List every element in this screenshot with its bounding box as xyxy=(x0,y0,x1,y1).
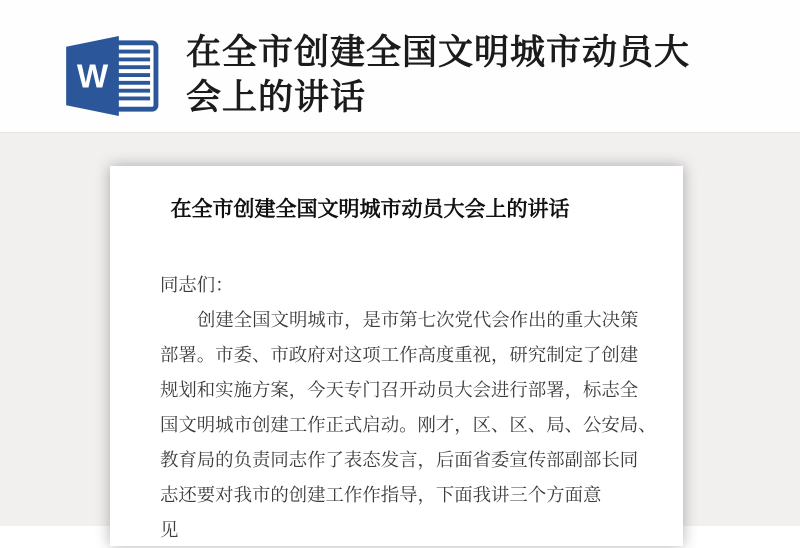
document-preview-area xyxy=(0,132,800,540)
document-paragraph-line: 见 xyxy=(160,520,179,540)
page-title-line-2: 会上的讲话 xyxy=(186,78,367,117)
document-page xyxy=(110,166,683,546)
word-icon-letter: W xyxy=(76,58,109,96)
word-file-icon xyxy=(64,35,162,117)
document-paragraph-line: 志还要对我市的创建工作作指导，下面我讲三个方面意 xyxy=(160,485,602,505)
document-title: 在全市创建全国文明城市动员大会上的讲话 xyxy=(170,198,570,221)
page-title-line-1: 在全市创建全国文明城市动员大 xyxy=(186,33,691,72)
document-salutation: 同志们： xyxy=(160,275,234,295)
document-paragraph-line: 部署。市委、市政府对这项工作高度重视，研究制定了创建 xyxy=(160,345,639,365)
page-title xyxy=(186,30,690,120)
document-paragraph-line: 国文明城市创建工作正式启动。刚才，区、区、局、公安局、 xyxy=(160,415,657,435)
document-paragraph-line: 规划和实施方案，今天专门召开动员大会进行部署，标志全 xyxy=(160,380,639,400)
document-body xyxy=(160,268,657,548)
document-paragraph-line: 教育局的负责同志作了表态发言，后面省委宣传部副部长同 xyxy=(160,450,639,470)
page-header xyxy=(0,0,800,132)
document-paragraph-line: 创建全国文明城市，是市第七次党代会作出的重大决策 xyxy=(197,310,639,330)
word-icon-svg xyxy=(64,35,162,117)
